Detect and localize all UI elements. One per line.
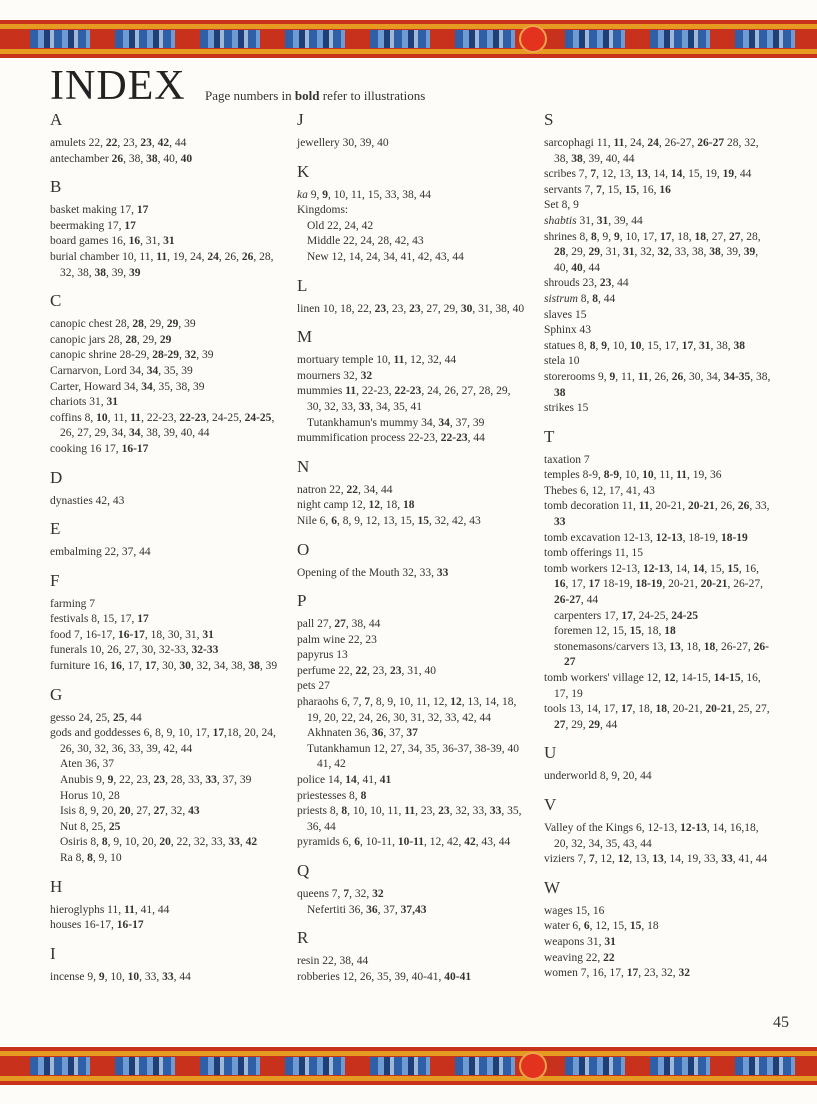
section-letter: P — [297, 591, 307, 611]
index-entry: weapons 31, 31 — [544, 935, 616, 948]
index-entry: mummification process 22-23, 22-23, 44 — [297, 432, 485, 445]
index-entry: cooking 16 17, 16-17 — [50, 442, 149, 455]
section-letter: O — [297, 539, 310, 559]
index-entry: Ra 8, 8, 9, 10 — [60, 852, 122, 864]
section-letter: A — [50, 110, 63, 129]
page-subtitle: Page numbers in bold refer to illustrations — [205, 88, 426, 103]
index-entry: funerals 10, 26, 27, 30, 32-33, 32-33 — [50, 644, 219, 657]
index-entry: underworld 8, 9, 20, 44 — [544, 770, 652, 783]
index-entry: ka 9, 9, 10, 11, 15, 33, 38, 44 — [297, 188, 432, 201]
index-entry: tomb workers' village 12, 12, 14-15, 14-15, 16, 17, 19 — [544, 672, 761, 700]
index-entry: hieroglyphs 11, 11, 41, 44 — [50, 903, 170, 916]
index-entry: festivals 8, 15, 17, 17 — [50, 613, 149, 626]
index-entry: embalming 22, 37, 44 — [50, 546, 151, 559]
index-entry: strikes 15 — [544, 402, 589, 415]
index-entry: taxation 7 — [544, 453, 590, 466]
index-entry: tomb offerings 11, 15 — [544, 547, 644, 560]
index-entry: houses 16-17, 16-17 — [50, 919, 144, 932]
index-entry: Aten 36, 37 — [60, 758, 114, 771]
index-entry: Valley of the Kings 6, 12-13, 12-13, 14, 16,18, 20, 32, 34, 35, 43, 44 — [544, 821, 759, 850]
index-entry: perfume 22, 22, 23, 23, 31, 40 — [297, 664, 436, 677]
index-entry: canopic shrine 28-29, 28-29, 32, 39 — [50, 349, 214, 362]
index-entry: pyramids 6, 6, 10-11, 10-11, 12, 42, 42, 43, 44 — [297, 836, 511, 849]
section-letter: V — [544, 794, 557, 814]
index-column-3 — [544, 110, 774, 982]
index-entry: Horus 10, 28 — [60, 789, 120, 802]
index-entry: Osiris 8, 8, 9, 10, 20, 20, 22, 32, 33, 33, 42 — [60, 836, 258, 849]
index-entry: tools 13, 14, 17, 17, 18, 18, 20-21, 20-21, 25, 27, 27, 29, 29, 44 — [544, 703, 770, 731]
index-entry: Anubis 9, 9, 22, 23, 23, 28, 33, 33, 37, 39 — [60, 774, 252, 787]
section-letter: C — [50, 291, 62, 311]
section-letter: K — [297, 161, 310, 181]
page-number: 45 — [773, 1014, 789, 1031]
index-entry: chariots 31, 31 — [50, 396, 119, 409]
index-entry: mummies 11, 22-23, 22-23, 24, 26, 27, 28, 29, 30, 32, 33, 33, 34, 35, 41 — [297, 385, 511, 413]
index-entry: jewellery 30, 39, 40 — [297, 137, 389, 149]
index-entry: Carnarvon, Lord 34, 34, 35, 39 — [50, 364, 193, 377]
index-entry: wages 15, 16 — [544, 904, 605, 917]
index-entry: Akhnaten 36, 36, 37, 37 — [307, 727, 418, 740]
index-entry: antechamber 26, 38, 38, 40, 40 — [50, 152, 193, 165]
index-entry: pall 27, 27, 38, 44 — [297, 618, 381, 631]
index-entry: New 12, 14, 24, 34, 41, 42, 43, 44 — [307, 250, 464, 263]
index-entry: mourners 32, 32 — [297, 369, 373, 382]
index-entry: Sphinx 43 — [544, 324, 591, 337]
section-letter: W — [544, 877, 561, 897]
index-entry: amulets 22, 22, 23, 23, 42, 44 — [50, 137, 187, 149]
index-entry: Tutankhamun's mummy 34, 34, 37, 39 — [307, 416, 485, 429]
index-entry: canopic chest 28, 28, 29, 29, 39 — [50, 318, 196, 331]
section-letter: L — [297, 275, 308, 295]
index-entry: dynasties 42, 43 — [50, 494, 125, 507]
index-entry: Middle 22, 24, 28, 42, 43 — [307, 235, 424, 248]
index-entry: farming 7 — [50, 597, 96, 610]
index-entry: servants 7, 7, 15, 15, 16, 16 — [544, 183, 671, 196]
index-entry: sarcophagi 11, 11, 24, 24, 26-27, 26-27 28, 32, 38, 38, 39, 40, 44 — [544, 137, 759, 165]
index-entry: slaves 15 — [544, 308, 587, 321]
index-entry: scribes 7, 7, 12, 13, 13, 14, 14, 15, 19, 19, 44 — [544, 168, 752, 181]
section-letter: Q — [297, 861, 310, 880]
index-entry: Nile 6, 6, 8, 9, 12, 13, 15, 15, 32, 42, 43 — [297, 514, 481, 527]
index-entry: gods and goddesses 6, 8, 9, 10, 17, 17,18, 20, 24, 26, 30, 32, 36, 33, 39, 42, 44 — [50, 727, 276, 755]
index-entry: Set 8, 9 — [544, 199, 579, 212]
index-entry: papyrus 13 — [297, 649, 348, 662]
index-entry: Opening of the Mouth 32, 33, 33 — [297, 566, 449, 579]
index-entry: temples 8-9, 8-9, 10, 10, 11, 11, 19, 36 — [544, 469, 722, 482]
index-entry: shabtis 31, 31, 39, 44 — [544, 214, 643, 227]
section-letter: E — [50, 519, 61, 539]
index-entry: priests 8, 8, 10, 10, 11, 11, 23, 23, 32, 33, 33, 35, 36, 44 — [297, 805, 522, 833]
index-entry: police 14, 14, 41, 41 — [297, 774, 392, 787]
index-entry: burial chamber 10, 11, 11, 19, 24, 24, 26, 26, 28, 32, 38, 38, 39, 39 — [50, 250, 274, 279]
index-entry: shrines 8, 8, 9, 9, 10, 17, 17, 18, 18, 27, 27, 28, 28, 29, 29, 31, 31, 32, 32, 33, 38, 38, 39, 39, 40, 40, 44 — [544, 230, 761, 274]
index-entry: sistrum 8, 8, 44 — [544, 292, 616, 305]
index-column-1 — [50, 110, 280, 985]
top-border — [0, 20, 817, 58]
index-entry: natron 22, 22, 34, 44 — [297, 483, 393, 496]
index-entry: Nefertiti 36, 36, 37, 37,43 — [307, 903, 427, 916]
sun-disc-icon — [519, 25, 547, 53]
index-entry: board games 16, 16, 31, 31 — [50, 235, 175, 248]
section-letter: I — [50, 943, 56, 963]
section-letter: D — [50, 467, 63, 487]
index-entry: tomb excavation 12-13, 12-13, 18-19, 18-19 — [544, 531, 748, 544]
index-entry: gesso 24, 25, 25, 44 — [50, 711, 142, 724]
index-entry: carpenters 17, 17, 24-25, 24-25 — [554, 609, 699, 622]
index-entry: storerooms 9, 9, 11, 11, 26, 26, 30, 34, 34-35, 38, 38 — [544, 370, 771, 399]
section-letter: M — [297, 327, 313, 347]
section-letter: B — [50, 177, 62, 197]
index-entry: statues 8, 8, 9, 10, 10, 15, 17, 17, 31, 38, 38 — [544, 339, 745, 352]
index-entry: Isis 8, 9, 20, 20, 27, 27, 32, 43 — [60, 805, 200, 818]
index-entry: linen 10, 18, 22, 23, 23, 23, 27, 29, 30, 31, 38, 40 — [297, 302, 525, 315]
index-entry: stela 10 — [544, 355, 580, 368]
index-entry: shrouds 23, 23, 44 — [544, 277, 629, 290]
index-entry: tomb decoration 11, 11, 20-21, 20-21, 26, 26, 33, 33 — [544, 500, 770, 529]
index-column-2 — [297, 110, 527, 985]
index-entry: beermaking 17, 17 — [50, 219, 136, 232]
index-entry: pets 27 — [297, 680, 330, 693]
section-letter: T — [544, 426, 555, 446]
index-entry: Kingdoms: — [297, 204, 349, 217]
section-letter: H — [50, 876, 63, 896]
section-letter: R — [297, 928, 309, 948]
index-entry: food 7, 16-17, 16-17, 18, 30, 31, 31 — [50, 628, 214, 641]
index-entry: Carter, Howard 34, 34, 35, 38, 39 — [50, 380, 205, 393]
index-entry: canopic jars 28, 28, 29, 29 — [50, 333, 172, 346]
sun-disc-icon — [519, 1052, 547, 1080]
index-entry: Thebes 6, 12, 17, 41, 43 — [544, 484, 655, 497]
section-letter: F — [50, 570, 60, 590]
index-entry: Old 22, 24, 42 — [307, 219, 374, 232]
index-entry: palm wine 22, 23 — [297, 633, 377, 646]
index-entry: tomb workers 12-13, 12-13, 14, 14, 15, 15, 16, 16, 17, 17 18-19, 18-19, 20-21, 20-21, 26-27, 26-27, 44 — [544, 562, 763, 607]
section-letter: N — [297, 456, 310, 476]
index-entry: mortuary temple 10, 11, 12, 32, 44 — [297, 354, 457, 367]
index-entry: priestesses 8, 8 — [297, 789, 367, 802]
index-entry: women 7, 16, 17, 17, 23, 32, 32 — [544, 967, 690, 980]
page-title: INDEX — [50, 63, 186, 109]
index-entry: coffins 8, 10, 11, 11, 22-23, 22-23, 24-25, 24-25, 26, 27, 29, 34, 34, 38, 39, 40, 44 — [50, 411, 275, 440]
bottom-border — [0, 1047, 817, 1085]
index-entry: incense 9, 9, 10, 10, 33, 33, 44 — [50, 970, 191, 983]
index-entry: queens 7, 7, 32, 32 — [297, 888, 384, 900]
index-entry: pharaohs 6, 7, 7, 8, 9, 10, 11, 12, 12, 13, 14, 18, 19, 20, 22, 24, 26, 30, 31, 32, 33, 42, 44 — [297, 696, 517, 724]
index-entry: water 6, 6, 12, 15, 15, 18 — [544, 920, 659, 933]
index-entry: Nut 8, 25, 25 — [60, 820, 121, 833]
index-entry: night camp 12, 12, 18, 18 — [297, 499, 415, 512]
section-letter: J — [297, 110, 304, 129]
index-entry: weaving 22, 22 — [544, 951, 615, 964]
index-entry: robberies 12, 26, 35, 39, 40-41, 40-41 — [297, 970, 472, 983]
index-entry: viziers 7, 7, 12, 12, 13, 13, 14, 19, 33, 33, 41, 44 — [544, 853, 768, 866]
index-entry: furniture 16, 16, 17, 17, 30, 30, 32, 34, 38, 38, 39 — [50, 660, 278, 673]
index-entry: basket making 17, 17 — [50, 204, 149, 217]
index-entry: stonemasons/carvers 13, 13, 18, 18, 26-27, 26-27 — [554, 640, 769, 669]
index-entry: foremen 12, 15, 15, 18, 18 — [554, 625, 676, 638]
section-letter: S — [544, 110, 554, 129]
section-letter: U — [544, 743, 557, 763]
index-entry: resin 22, 38, 44 — [297, 955, 369, 968]
index-entry: Tutankhamun 12, 27, 34, 35, 36-37, 38-39, 40 41, 42 — [307, 742, 520, 771]
section-letter: G — [50, 684, 63, 704]
